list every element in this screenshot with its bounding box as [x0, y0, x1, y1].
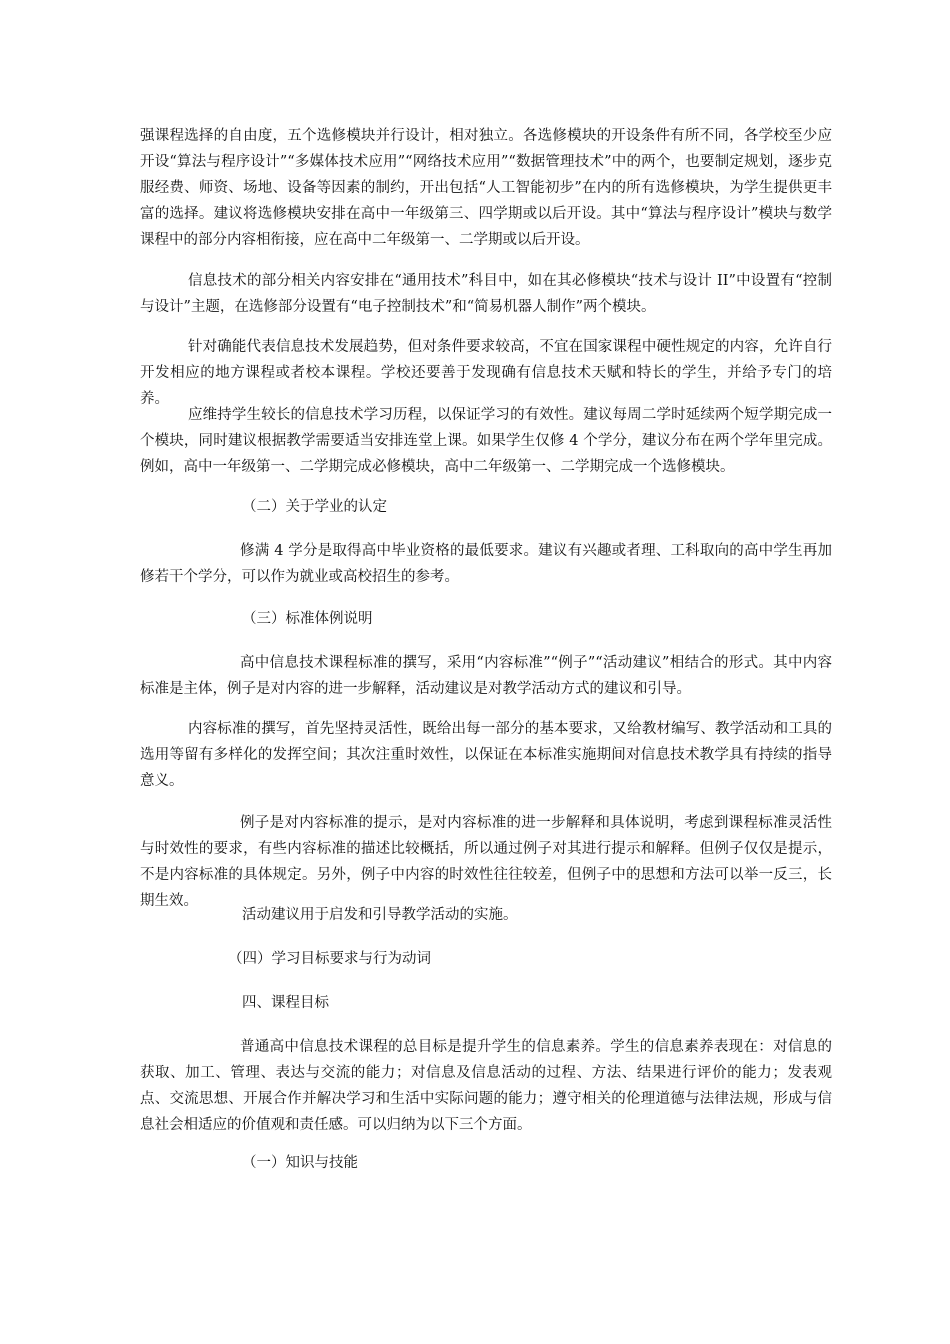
paragraph-activity-suggestions: 活动建议用于启发和引导教学活动的实施。 — [242, 907, 518, 923]
paragraph-overall-goal: 普通高中信息技术课程的总目标是提升学生的信息素养。学生的信息素养表现在：对信息的获取、加工、管理、表达与交流的能力；对信息及信息活动的过程、方法、结果进行评价的能力；发表观点、交流思想、开展合作并解决学习和生活中实际问题的能力；遵守相关的伦理道德与法律法规，形成与信息社会相适应的价值观和责任感。可以归纳为以下三个方面。 — [140, 1039, 832, 1133]
paragraph-content-standard: 内容标准的撰写，首先坚持灵活性，既给出每一部分的基本要求，又给教材编写、教学活动和工具的选用等留有多样化的发挥空间；其次注重时效性，以保证在本标准实施期间对信息技术教学具有持续的指导意义。 — [140, 721, 832, 789]
heading-course-objectives: 四、课程目标 — [242, 995, 329, 1011]
paragraph-local-courses: 针对确能代表信息技术发展趋势，但对条件要求较高，不宜在国家课程中硬性规定的内容，允许自行开发相应的地方课程或者校本课程。学校还要善于发现确有信息技术天赋和特长的学生，并给予专门的培养。 — [140, 339, 832, 407]
paragraph-general-technology: 信息技术的部分相关内容安排在“通用技术”科目中，如在其必修模块“技术与设计 II”中设置有“控制与设计”主题，在选修部分设置有“电子控制技术”和“简易机器人制作”两个模块。 — [140, 273, 832, 315]
paragraph-elective-modules: 强课程选择的自由度，五个选修模块并行设计，相对独立。各选修模块的开设条件有所不同，各学校至少应开设“算法与程序设计”“多媒体技术应用”“网络技术应用”“数据管理技术”中的两个，也要制定规划，逐步克服经费、师资、场地、设备等因素的制约，开出包括“人工智能初步”在内的所有选修模块，为学生提供更丰富的选择。建议将选修模块安排在高中一年级第三、四学期或以后开设。其中“算法与程序设计”模块与数学课程中的部分内容相衔接，应在高中二年级第一、二学期或以后开设。 — [140, 128, 832, 248]
paragraph-learning-period: 应维持学生较长的信息技术学习历程，以保证学习的有效性。建议每周二学时延续两个短学期完成一个模块，同时建议根据教学需要适当安排连堂上课。如果学生仅修 4 个学分，建议分布在两个学年里完成。例如，高中一年级第一、二学期完成必修模块，高中二年级第一、二学期完成一个选修模块。 — [140, 407, 832, 475]
heading-learning-objectives: （四）学习目标要求与行为动词 — [228, 951, 431, 967]
heading-standard-format: （三）标准体例说明 — [242, 611, 373, 627]
heading-academic-recognition: （二）关于学业的认定 — [242, 499, 387, 515]
paragraph-standard-writing: 高中信息技术课程标准的撰写，采用“内容标准”“例子”“活动建议”相结合的形式。其中内容标准是主体，例子是对内容的进一步解释，活动建议是对教学活动方式的建议和引导。 — [140, 655, 832, 697]
paragraph-credit-requirement: 修满 4 学分是取得高中毕业资格的最低要求。建议有兴趣或者理、工科取向的高中学生再加修若干个学分，可以作为就业或高校招生的参考。 — [140, 543, 832, 585]
paragraph-examples: 例子是对内容标准的提示，是对内容标准的进一步解释和具体说明，考虑到课程标准灵活性与时效性的要求，有些内容标准的描述比较概括，所以通过例子对其进行提示和解释。但例子仅仅是提示，不是内容标准的具体规定。另外，例子中内容的时效性往往较差，但例子中的思想和方法可以举一反三，长期生效。 — [140, 815, 832, 909]
heading-knowledge-skills: （一）知识与技能 — [242, 1155, 358, 1171]
